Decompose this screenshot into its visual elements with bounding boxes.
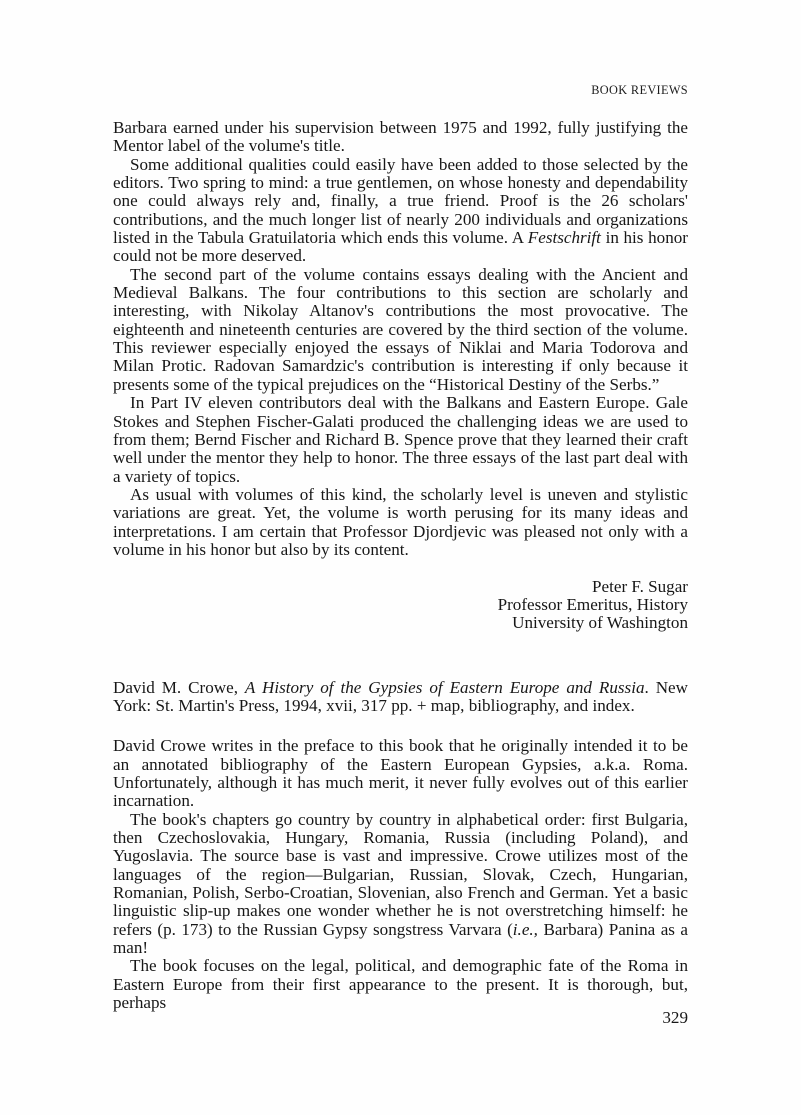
paragraph: In Part IV eleven contributors deal with the Balkans and Eastern Europe. Gale Stokes and Stephen Fischer-Galati produced the challenging ideas we are used to from them; Bernd Fischer and Richard B. Spence prove that they learned their craft well under the mentor they help to honor. The three essays of the last part deal with a variety of topics. (113, 393, 688, 486)
paragraph-text-segment: The book's chapters go country by country in alphabetical order: first Bulgaria, then Czechoslovakia, Hungary, Romania, Russia (including Poland), and Yugoslavia. The source base is vast and impressive. Crowe utilizes most of the languages of the region—Bulgarian, Russian, Slovak, Czech, Hungarian, Romanian, Polish, Serbo-Croatian, Slovenian, also French and German. Yet a basic linguistic slip-up makes one wonder whether he is not overstretching himself: he refers (p. 173) to the Russian Gypsy songstress Varvara ( (113, 809, 688, 939)
review-separator (113, 633, 688, 679)
paragraph: David Crowe writes in the preface to this book that he originally intended it to be an annotated bibliography of the Eastern European Gypsies, a.k.a. Roma. Unfortunately, although it has much merit, it never fully evolves out of this earlier incarnation. (113, 736, 688, 811)
book-citation (113, 679, 688, 716)
paragraph: The book focuses on the legal, political, and demographic fate of the Roma in Eastern Europe from their first appearance to the present. It is thorough, but, perhaps (113, 956, 688, 1013)
paragraph: Barbara earned under his supervision between 1975 and 1992, fully justifying the Mentor label of the volume's title. (113, 118, 688, 156)
reviewer-name: Peter F. Sugar (592, 576, 688, 596)
page-number: 329 (662, 1008, 688, 1027)
citation-title: A History of the Gypsies of Eastern Europe and Russia (244, 677, 645, 697)
paragraph: The second part of the volume contains essays dealing with the Ancient and Medieval Balkans. The four contributions to this section are scholarly and interesting, with Nikolay Altanov's contributions the most provocative. The eighteenth and nineteenth centuries are covered by the third section of the volume. This reviewer especially enjoyed the essays of Niklai and Maria Todorova and Milan Protic. Radovan Samardzic's contribution is interesting if only because it presents some of the typical prejudices on the “Historical Destiny of the Serbs.” (113, 264, 688, 394)
paragraph-text-segment: Some additional qualities could easily have been added to those selected by the editors. Two spring to mind: a true gentlemen, on whose honesty and dependability one could always rely and, finally, a true friend. Proof is the 26 scholars' contributions, and the much longer list of nearly 200 individuals and organizations listed in the Tabula Gratuilatoria which ends this volume. A (113, 154, 688, 248)
paragraph-text-segment: in his honor could not be more deserved. (113, 228, 688, 266)
reviewer-affiliation: University of Washington (512, 613, 688, 633)
italic-abbreviation: i.e., (512, 919, 538, 939)
review-one (113, 119, 688, 633)
citation-author: David M. Crowe, (113, 677, 245, 697)
paragraph: As usual with volumes of this kind, the scholarly level is uneven and stylistic variations are great. Yet, the volume is worth perusing for its many ideas and interpretations. I am certain that Professor Djordjevic was pleased not only with a volume in his honor but also by its content. (113, 484, 688, 559)
italic-book-term: Festschrift (527, 228, 601, 248)
running-head: BOOK REVIEWS (591, 83, 688, 97)
paragraph (113, 811, 688, 958)
reviewer-title: Professor Emeritus, History (497, 594, 688, 614)
body-text-block (113, 119, 688, 1012)
review-two (113, 679, 688, 1013)
citation-publication-details: . New York: St. Martin's Press, 1994, xvii, 317 pp. + map, bibliography, and index. (113, 677, 688, 715)
citation-body-gap (113, 715, 688, 737)
paragraph (113, 156, 688, 266)
reviewer-signature-block (113, 578, 688, 633)
paragraph-text-segment: Barbara) Panina as a man! (113, 919, 689, 958)
